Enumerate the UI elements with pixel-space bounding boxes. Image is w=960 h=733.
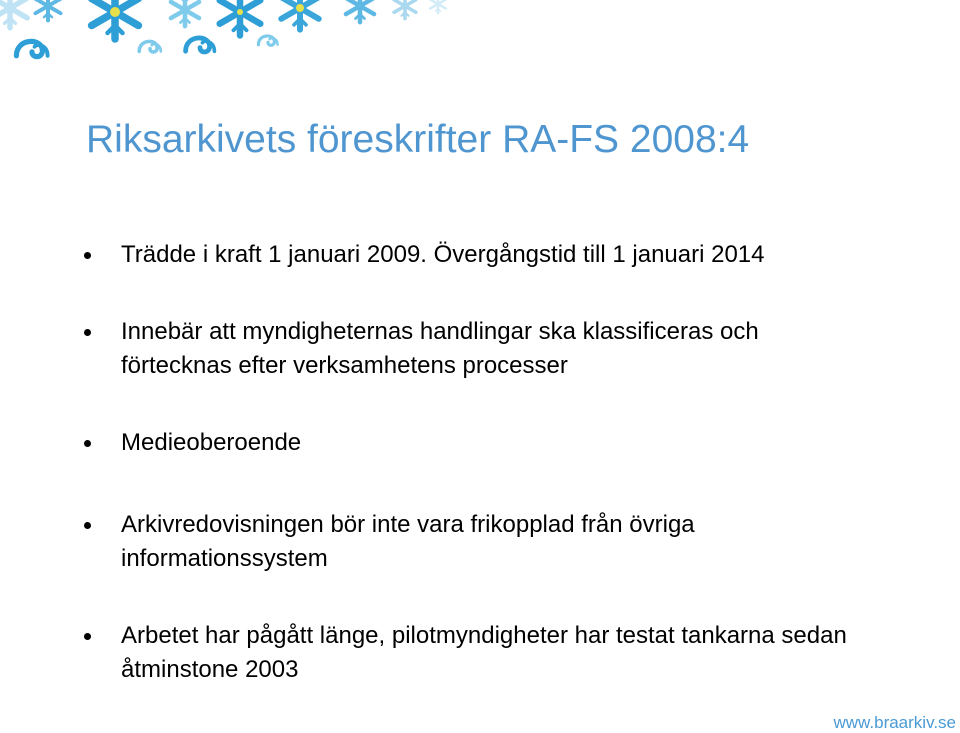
bullet-text: Arbetet har pågått länge, pilotmyndigheter har testat tankarna sedan åtminstone 2003 xyxy=(121,622,847,683)
snowflake-icon xyxy=(220,0,261,35)
snowflake-icon xyxy=(430,0,446,13)
footer-url: www.braarkiv.se xyxy=(833,713,956,732)
snowflake-icon xyxy=(346,0,374,22)
snowflake-banner xyxy=(0,0,470,72)
slide-title: Riksarkivets föreskrifter RA-FS 2008:4 xyxy=(86,118,750,161)
bullet-text: Medieoberoende xyxy=(121,429,302,456)
snowflake-icon xyxy=(92,0,139,39)
snowflake-icon xyxy=(36,0,61,20)
bullet-icon xyxy=(84,440,91,447)
snowflake-icon xyxy=(0,0,27,28)
snowflake-icon xyxy=(171,0,199,26)
bullet-icon xyxy=(84,252,91,259)
bullet-icon xyxy=(84,633,91,640)
bullet-text: Trädde i kraft 1 januari 2009. Övergångstid till 1 januari 2014 xyxy=(121,241,765,268)
bullet-text: Innebär att myndigheternas handlingar ska klassificeras och förtecknas efter verksamhetens processer xyxy=(121,318,759,379)
bullet-icon xyxy=(84,522,91,529)
bullet-text: Arkivredovisningen bör inte vara frikopplad från övriga informationssystem xyxy=(121,511,695,572)
bullet-icon xyxy=(84,329,91,336)
snowflake-icon xyxy=(394,0,416,19)
